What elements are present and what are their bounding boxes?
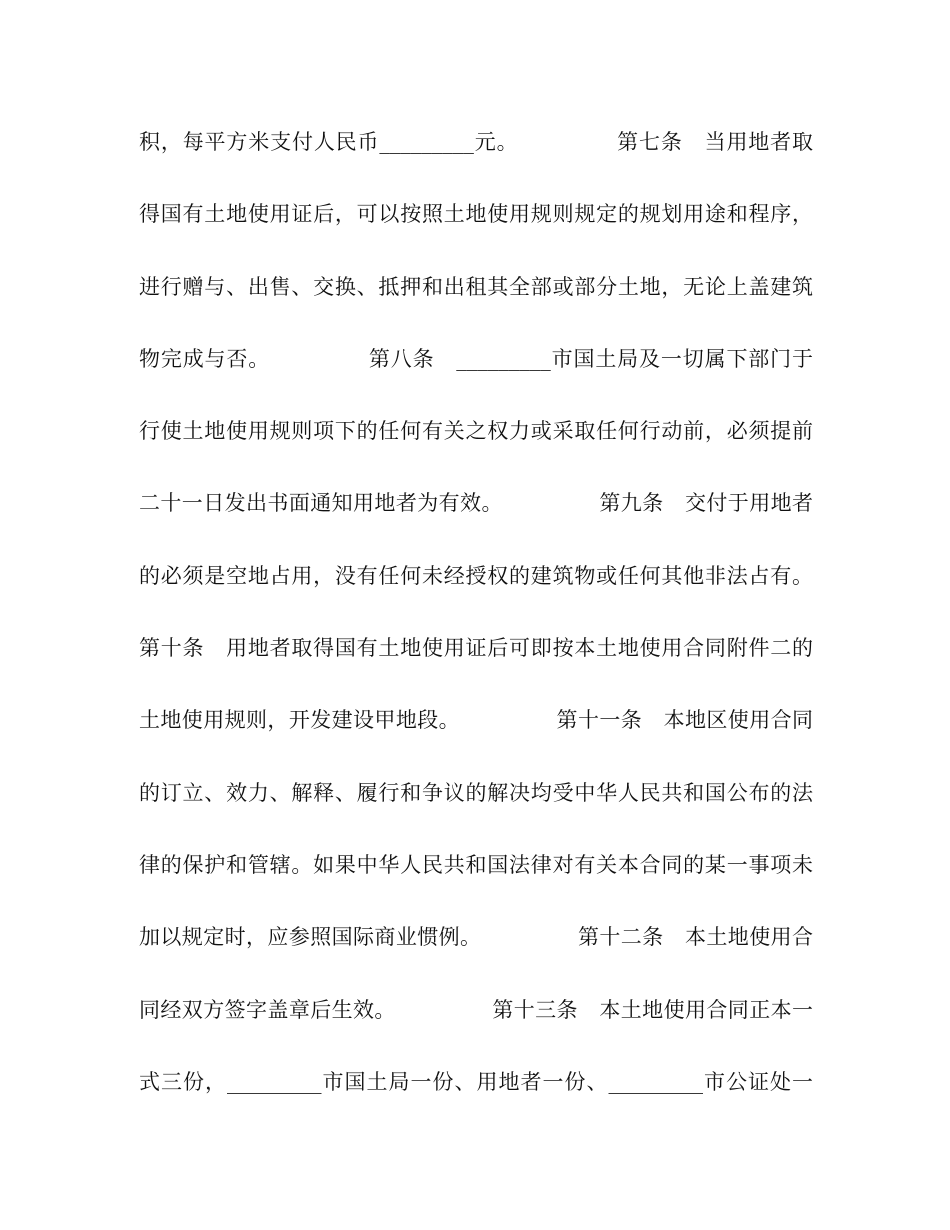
text-line-1: 积，每平方米支付人民币_________元。 第七条 当用地者取 bbox=[139, 130, 813, 154]
text-line-8: 第十条 用地者取得国有土地使用证后可即按本土地使用合同附件二的 bbox=[139, 636, 813, 661]
text-line-14: 式三份，_________市国土局一份、用地者一份、_________市公证处一 bbox=[139, 1069, 813, 1094]
text-line-10: 的订立、效力、解释、履行和争议的解决均受中华人民共和国公布的法 bbox=[139, 780, 813, 805]
text-line-5: 行使土地使用规则项下的任何有关之权力或采取任何行动前，必须提前 bbox=[139, 419, 813, 444]
text-line-11: 律的保护和管辖。如果中华人民共和国法律对有关本合同的某一事项未 bbox=[139, 852, 813, 877]
text-line-2: 得国有土地使用证后，可以按照土地使用规则规定的规划用途和程序， bbox=[139, 202, 813, 227]
text-line-3: 进行赠与、出售、交换、抵押和出租其全部或部分土地，无论上盖建筑 bbox=[139, 274, 813, 299]
text-line-9: 土地使用规则，开发建设甲地段。 第十一条 本地区使用合同 bbox=[139, 708, 813, 733]
text-line-12: 加以规定时，应参照国际商业惯例。 第十二条 本土地使用合 bbox=[139, 925, 813, 950]
text-line-13: 同经双方签字盖章后生效。 第十三条 本土地使用合同正本一 bbox=[139, 997, 813, 1022]
contract-text-block bbox=[139, 120, 813, 1132]
text-line-6: 二十一日发出书面通知用地者为有效。 第九条 交付于用地者 bbox=[139, 491, 813, 516]
text-line-7: 的必须是空地占用，没有任何未经授权的建筑物或任何其他非法占有。 bbox=[139, 563, 813, 588]
text-line-4: 物完成与否。 第八条 _________市国土局及一切属下部门于 bbox=[139, 346, 813, 371]
